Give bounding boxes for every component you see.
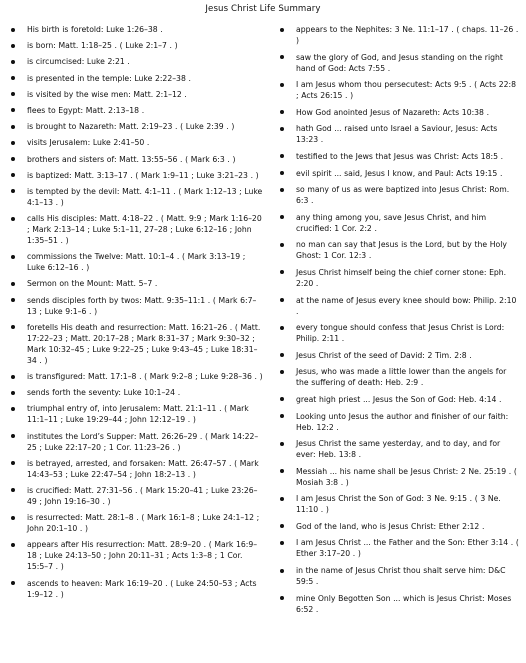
bullet-icon <box>280 414 284 418</box>
list-item <box>280 151 520 162</box>
list-item-text: is tempted by the devil: Matt. 4:1–11 . ( Mark 1:12–13 ; Luke 4:1–13 . ) <box>27 186 263 207</box>
bullet-icon <box>11 255 15 259</box>
right-column-list <box>280 24 520 620</box>
list-item-text: triumphal entry of, into Jerusalem: Matt. 21:1–11 . ( Mark 11:1–11 ; Luke 19:29–44 ; John 12:12–19 . ) <box>27 404 249 425</box>
list-item-text: Messiah ... his name shall be Jesus Christ: 2 Ne. 25:19 . ( Mosiah 3:8 . ) <box>296 466 517 487</box>
list-item <box>280 350 520 361</box>
list-item-text: testified to the Jews that Jesus was Christ: Acts 18:5 . <box>296 151 504 161</box>
list-item <box>280 366 520 388</box>
list-item-text: is circumcised: Luke 2:21 . <box>27 57 130 67</box>
list-item <box>280 107 520 118</box>
list-item <box>280 537 520 559</box>
list-item <box>280 168 520 179</box>
list-item <box>11 539 263 572</box>
bullet-icon <box>11 141 15 145</box>
list-item-text: Sermon on the Mount: Matt. 5–7 . <box>27 279 158 289</box>
list-item-text: is transfigured: Matt. 17:1–8 . ( Mark 9:2–8 ; Luke 9:28–36 . ) <box>27 372 263 381</box>
list-item-text: commissions the Twelve: Matt. 10:1–4 . ( Mark 3:13–19 ; Luke 6:12–16 . ) <box>27 252 246 273</box>
bullet-icon <box>280 188 284 192</box>
bullet-icon <box>11 28 15 32</box>
list-item <box>280 239 520 261</box>
list-item <box>11 73 263 84</box>
bullet-icon <box>280 270 284 274</box>
bullet-icon <box>11 217 15 221</box>
bullet-icon <box>11 434 15 438</box>
list-item <box>11 170 263 181</box>
list-item <box>280 123 520 145</box>
bullet-icon <box>280 110 284 114</box>
list-item-text: saw the glory of God, and Jesus standing on the right hand of God: Acts 7:55 . <box>296 52 503 73</box>
list-item-text: God of the land, who is Jesus Christ: Ether 2:12 . <box>296 521 485 531</box>
list-item <box>11 485 263 507</box>
list-item-text: I am Jesus Christ the Son of God: 3 Ne. 9:15 . ( 3 Ne. 11:10 . ) <box>296 494 501 515</box>
list-item-text: brothers and sisters of: Matt. 13:55–56 . ( Mark 6:3 . ) <box>27 154 236 164</box>
list-item-text: I am Jesus Christ ... the Father and the Son: Ether 3:14 . ( Ether 3:17–20 . ) <box>296 538 519 559</box>
left-column-list <box>11 24 263 605</box>
list-item <box>11 56 263 67</box>
list-item-text: every tongue should confess that Jesus Christ is Lord: Philip. 2:11 . <box>296 323 505 344</box>
bullet-icon <box>11 157 15 161</box>
bullet-icon <box>11 461 15 465</box>
bullet-icon <box>280 154 284 158</box>
list-item <box>280 593 520 615</box>
list-item-text: great high priest ... Jesus the Son of God: Heb. 4:14 . <box>296 394 502 404</box>
bullet-icon <box>280 442 284 446</box>
list-item <box>280 24 520 46</box>
list-item <box>11 322 263 366</box>
list-item-text: Jesus Christ the same yesterday, and to day, and for ever: Heb. 13:8 . <box>296 439 501 460</box>
bullet-icon <box>280 243 284 247</box>
bullet-icon <box>280 298 284 302</box>
list-item <box>280 79 520 101</box>
bullet-icon <box>11 60 15 64</box>
list-item <box>11 121 263 132</box>
bullet-icon <box>280 469 284 473</box>
list-item-text: appears after His resurrection: Matt. 28:9–20 . ( Mark 16:9–18 ; Luke 24:13–50 ; John 20:11–31 ; Acts 1:3–8 ; 1 Cor. 15:5–7 . ) <box>27 540 258 572</box>
list-item-text: Jesus Christ of the seed of David: 2 Tim. 2:8 . <box>296 350 472 360</box>
bullet-icon <box>280 370 284 374</box>
bullet-icon <box>11 516 15 520</box>
list-item <box>280 295 520 317</box>
list-item-text: I am Jesus whom thou persecutest: Acts 9:5 . ( Acts 22:8 ; Acts 26:15 . ) <box>296 80 517 101</box>
list-item <box>11 431 263 453</box>
list-item <box>11 186 263 208</box>
bullet-icon <box>11 375 15 379</box>
list-item <box>11 251 263 273</box>
list-item <box>11 105 263 116</box>
bullet-icon <box>11 76 15 80</box>
list-item <box>280 466 520 488</box>
list-item-text: flees to Egypt: Matt. 2:13–18 . <box>27 105 145 115</box>
list-item <box>11 278 263 289</box>
list-item-text: Jesus Christ himself being the chief corner stone: Eph. 2:20 . <box>296 267 507 288</box>
list-item-text: is visited by the wise men: Matt. 2:1–12 . <box>27 89 187 99</box>
list-item <box>11 154 263 165</box>
list-item-text: is baptized: Matt. 3:13–17 . ( Mark 1:9–11 ; Luke 3:21–23 . ) <box>27 170 259 180</box>
list-item <box>11 137 263 148</box>
list-item <box>11 40 263 51</box>
list-item-text: His birth is foretold: Luke 1:26–38 . <box>27 25 163 34</box>
list-item-text: at the name of Jesus every knee should bow: Philip. 2:10 . <box>296 295 517 316</box>
list-item-text: so many of us as were baptized into Jesus Christ: Rom. 6:3 . <box>296 185 510 206</box>
list-item <box>11 213 263 246</box>
list-item <box>280 493 520 515</box>
list-item-text: evil spirit ... said, Jesus I know, and Paul: Acts 19:15 . <box>296 168 503 178</box>
list-item-text: foretells His death and resurrection: Matt. 16:21–26 . ( Matt. 17:22–23 ; Matt. 20:17–28 ; Mark 8:31–37 ; Mark 9:30–32 ; Mark 10:32–45 ; Luke 9:22–25 ; Luke 9:43–45 ; Luke 18:31–34 . ) <box>27 322 261 365</box>
list-item-text: in the name of Jesus Christ thou shalt serve him: D&C 59:5 . <box>296 566 506 587</box>
list-item <box>280 521 520 532</box>
bullet-icon <box>11 125 15 129</box>
list-item-text: sends disciples forth by twos: Matt. 9:35–11:1 . ( Mark 6:7–13 ; Luke 9:1–6 . ) <box>27 295 257 316</box>
list-item-text: How God anointed Jesus of Nazareth: Acts 10:38 . <box>296 107 490 117</box>
list-item-text: visits Jerusalem: Luke 2:41–50 . <box>27 138 150 148</box>
list-item <box>280 411 520 433</box>
list-item-text: hath God ... raised unto Israel a Saviour, Jesus: Acts 13:23 . <box>296 124 498 145</box>
bullet-icon <box>280 55 284 59</box>
list-item <box>11 458 263 480</box>
bullet-icon <box>280 83 284 87</box>
bullet-icon <box>11 543 15 547</box>
bullet-icon <box>280 524 284 528</box>
list-item <box>11 387 263 398</box>
bullet-icon <box>11 108 15 112</box>
list-item-text: institutes the Lord’s Supper: Matt. 26:26–29 . ( Mark 14:22–25 ; Luke 22:17–20 ; 1 Cor. 11:23–26 . ) <box>27 431 259 452</box>
bullet-icon <box>280 397 284 401</box>
bullet-icon <box>280 215 284 219</box>
list-item-text: sends forth the seventy: Luke 10:1–24 . <box>27 388 181 398</box>
list-item <box>11 89 263 100</box>
bullet-icon <box>280 353 284 357</box>
list-item-text: Looking unto Jesus the author and finisher of our faith: Heb. 12:2 . <box>296 411 509 432</box>
bullet-icon <box>11 488 15 492</box>
list-item-text: mine Only Begotten Son ... which is Jesus Christ: Moses 6:52 . <box>296 593 512 614</box>
list-item <box>280 565 520 587</box>
list-item-text: Jesus, who was made a little lower than the angels for the suffering of death: Heb. 2:9 . <box>296 367 507 388</box>
bullet-icon <box>11 282 15 286</box>
list-item-text: is betrayed, arrested, and forsaken: Matt. 26:47–57 . ( Mark 14:43–53 ; Luke 22:47–54 ; John 18:2–13 . ) <box>27 458 259 479</box>
bullet-icon <box>280 497 284 501</box>
list-item <box>11 578 263 600</box>
list-item-text: no man can say that Jesus is the Lord, but by the Holy Ghost: 1 Cor. 12:3 . <box>296 240 507 261</box>
bullet-icon <box>280 171 284 175</box>
page-title: Jesus Christ Life Summary <box>205 4 321 14</box>
list-item-text: appears to the Nephites: 3 Ne. 11:1–17 . ( chaps. 11–26 . ) <box>296 25 519 45</box>
bullet-icon <box>11 407 15 411</box>
bullet-icon <box>11 44 15 48</box>
list-item <box>280 184 520 206</box>
list-item-text: calls His disciples: Matt. 4:18–22 . ( Matt. 9:9 ; Mark 1:16–20 ; Mark 2:13–14 ; Luke 5:1–11, 27–28 ; Luke 6:12–16 ; John 1:35–51 . ) <box>27 214 262 246</box>
bullet-icon <box>11 325 15 329</box>
list-item <box>280 394 520 405</box>
bullet-icon <box>280 326 284 330</box>
list-item <box>11 371 263 382</box>
list-item-text: is presented in the temple: Luke 2:22–38 . <box>27 73 191 83</box>
list-item-text: is brought to Nazareth: Matt. 2:19–23 . ( Luke 2:39 . ) <box>27 122 235 132</box>
bullet-icon <box>280 596 284 600</box>
bullet-icon <box>11 173 15 177</box>
list-item-text: ascends to heaven: Mark 16:19–20 . ( Luke 24:50–53 ; Acts 1:9–12 . ) <box>27 578 257 599</box>
list-item <box>280 267 520 289</box>
list-item <box>280 438 520 460</box>
list-item <box>11 24 263 35</box>
list-item-text: is born: Matt. 1:18–25 . ( Luke 2:1–7 . ) <box>27 41 178 51</box>
list-item <box>280 52 520 74</box>
bullet-icon <box>11 581 15 585</box>
bullet-icon <box>280 569 284 573</box>
bullet-icon <box>11 298 15 302</box>
list-item <box>11 295 263 317</box>
list-item <box>11 512 263 534</box>
list-item <box>280 212 520 234</box>
list-item-text: any thing among you, save Jesus Christ, and him crucified: 1 Cor. 2:2 . <box>296 212 487 233</box>
bullet-icon <box>280 541 284 545</box>
bullet-icon <box>11 92 15 96</box>
bullet-icon <box>11 391 15 395</box>
list-item <box>11 403 263 425</box>
bullet-icon <box>11 189 15 193</box>
bullet-icon <box>280 28 284 32</box>
list-item <box>280 322 520 344</box>
list-item-text: is crucified: Matt. 27:31–56 . ( Mark 15:20–41 ; Luke 23:26–49 ; John 19:16–30 . ) <box>27 485 258 506</box>
list-item-text: is resurrected: Matt. 28:1–8 . ( Mark 16:1–8 ; Luke 24:1–12 ; John 20:1–10 . ) <box>27 513 260 534</box>
bullet-icon <box>280 127 284 131</box>
